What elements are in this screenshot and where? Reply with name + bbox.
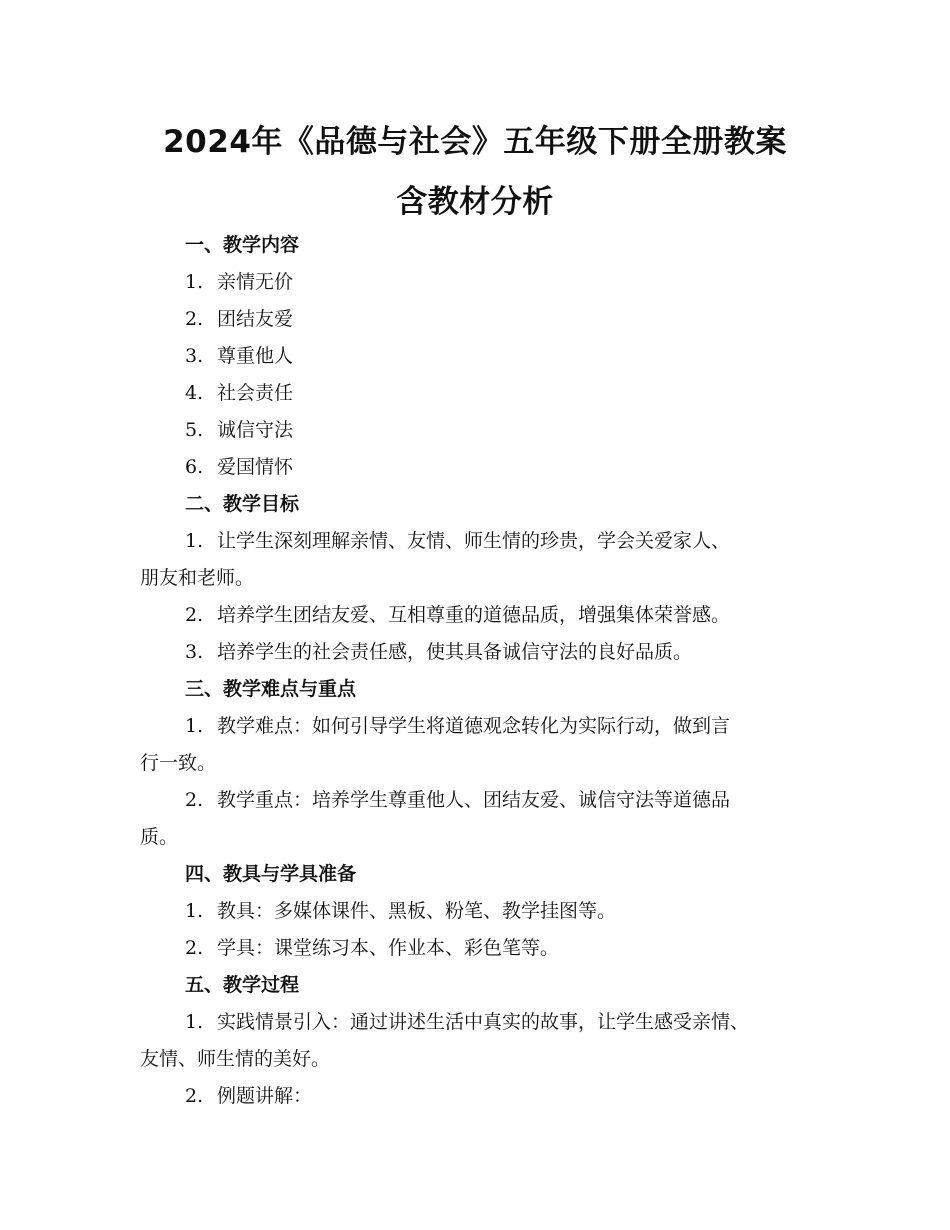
doc-body <box>0 227 950 1115</box>
item-text: 诚信守法 <box>217 419 294 441</box>
section-heading-key-points: 三、教学难点与重点 <box>185 678 357 700</box>
item-text: 亲情无价 <box>217 271 294 293</box>
item-number: 2. <box>185 789 204 811</box>
list-item <box>0 1078 950 1115</box>
item-text-continuation: 友情、师生情的美好。 <box>140 1048 331 1070</box>
list-item <box>0 523 950 560</box>
item-number: 4. <box>185 382 204 404</box>
item-number: 3. <box>185 345 204 367</box>
item-text: 教学难点：如何引导学生将道德观念转化为实际行动，做到言 <box>217 715 731 737</box>
item-number: 1. <box>185 1011 204 1033</box>
item-number: 2. <box>185 308 204 330</box>
list-item <box>0 449 950 486</box>
item-text: 社会责任 <box>217 382 294 404</box>
list-item <box>0 1004 950 1041</box>
item-number: 2. <box>185 1085 204 1107</box>
list-item <box>0 634 950 671</box>
item-number: 5. <box>185 419 204 441</box>
item-text-continuation: 朋友和老师。 <box>140 567 255 589</box>
list-item <box>0 301 950 338</box>
section-heading-materials: 四、教具与学具准备 <box>185 863 357 885</box>
item-text: 爱国情怀 <box>217 456 294 478</box>
item-number: 1. <box>185 900 204 922</box>
item-number: 1. <box>185 530 204 552</box>
item-text: 培养学生团结友爱、互相尊重的道德品质，增强集体荣誉感。 <box>217 604 731 626</box>
list-item <box>0 893 950 930</box>
item-text-continuation: 质。 <box>140 826 179 848</box>
doc-title-line2: 含教材分析 <box>396 184 554 220</box>
section-heading-content: 一、教学内容 <box>185 234 300 256</box>
list-item <box>0 338 950 375</box>
list-item <box>0 930 950 967</box>
item-text: 培养学生的社会责任感，使其具备诚信守法的良好品质。 <box>217 641 693 663</box>
list-item <box>0 375 950 412</box>
item-text: 教学重点：培养学生尊重他人、团结友爱、诚信守法等道德品 <box>217 789 731 811</box>
list-item <box>0 412 950 449</box>
item-number: 2. <box>185 604 204 626</box>
list-item <box>0 264 950 301</box>
section-heading-goals: 二、教学目标 <box>185 493 300 515</box>
item-text: 尊重他人 <box>217 345 294 367</box>
item-number: 3. <box>185 641 204 663</box>
item-text: 团结友爱 <box>217 308 294 330</box>
item-number: 1. <box>185 271 204 293</box>
item-number: 1. <box>185 715 204 737</box>
item-text-continuation: 行一致。 <box>140 752 217 774</box>
item-text: 实践情景引入：通过讲述生活中真实的故事，让学生感受亲情、 <box>217 1011 750 1033</box>
item-text: 让学生深刻理解亲情、友情、师生情的珍贵，学会关爱家人、 <box>217 530 731 552</box>
item-text: 教具：多媒体课件、黑板、粉笔、教学挂图等。 <box>217 900 617 922</box>
item-text: 学具：课堂练习本、作业本、彩色笔等。 <box>217 937 560 959</box>
item-text: 例题讲解： <box>217 1085 313 1107</box>
list-item <box>0 597 950 634</box>
list-item <box>0 708 950 745</box>
item-number: 2. <box>185 937 204 959</box>
doc-title-line1: 2024年《品德与社会》五年级下册全册教案 <box>163 124 787 160</box>
item-number: 6. <box>185 456 204 478</box>
section-heading-process: 五、教学过程 <box>185 974 300 996</box>
list-item <box>0 782 950 819</box>
